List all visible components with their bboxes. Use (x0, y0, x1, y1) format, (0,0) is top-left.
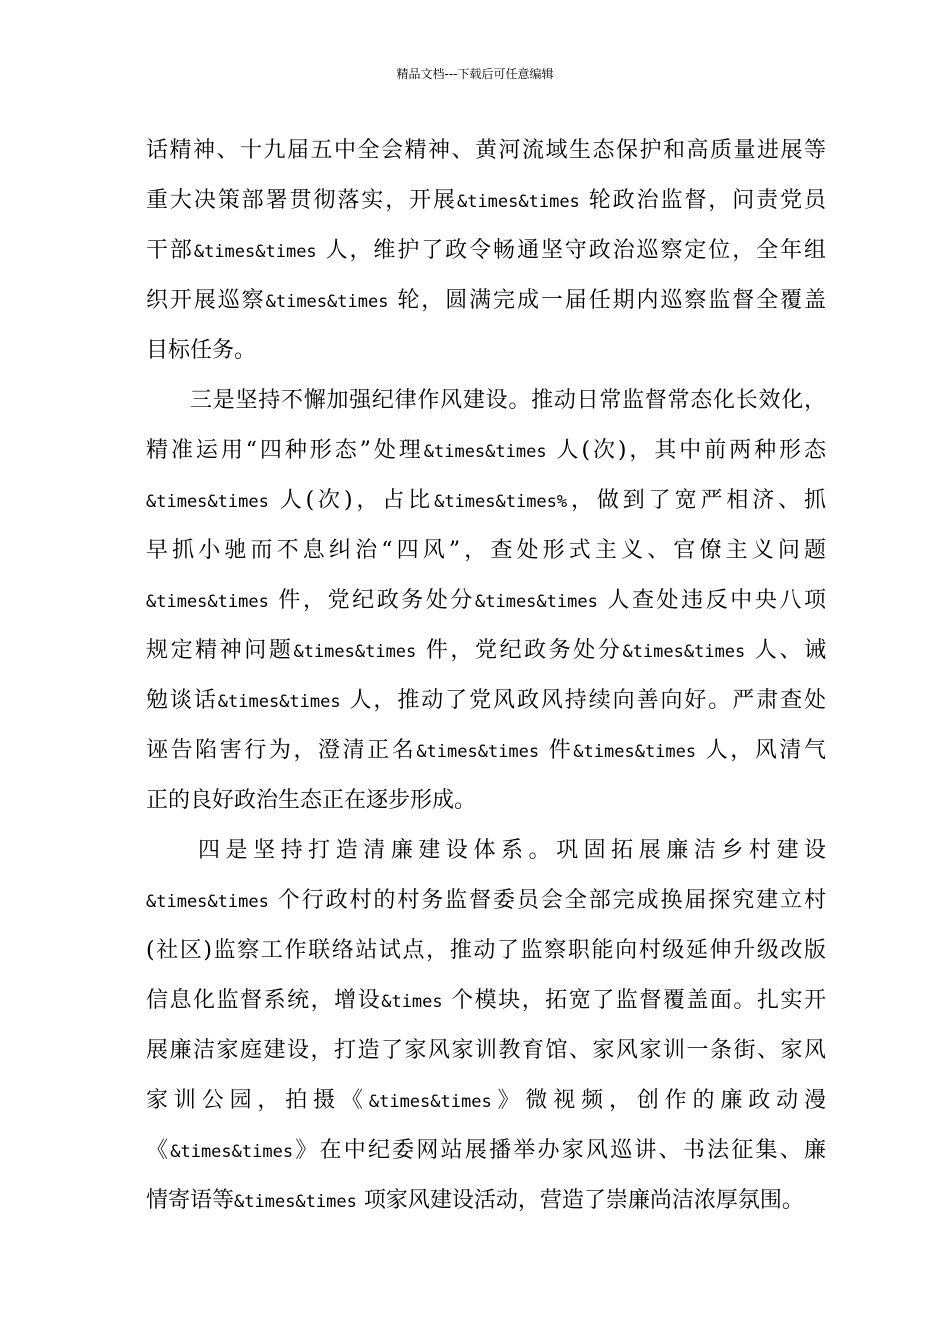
text-line: 干部&times&times 人，维护了政令畅通坚守政治巡察定位，全年组 (146, 238, 826, 263)
text-line: &times&times 件，党纪政务处分&times&times 人查处违反中央八项 (146, 588, 826, 613)
page-header: 精品文档---下载后可任意编辑 (396, 67, 554, 81)
text-line: &times&times 人(次)，占比&times&times%，做到了宽严相济、抓 (146, 488, 826, 513)
text-line: 信息化监督系统，增设&times 个模块，拓宽了监督覆盖面。扎实开 (146, 988, 826, 1013)
text-line: 目标任务。 (146, 338, 257, 363)
text-line: 勉谈话&times&times 人，推动了党风政风持续向善向好。严肃查处 (146, 688, 826, 713)
text-line: 话精神、十九届五中全会精神、黄河流域生态保护和高质量进展等 (146, 138, 826, 163)
text-line: 四是坚持打造清廉建设体系。巩固拓展廉洁乡村建设 (198, 838, 826, 863)
text-line: 三是坚持不懈加强纪律作风建设。推动日常监督常态化长效化， (190, 388, 826, 413)
text-line: 家训公园，拍摄《&times&times》微视频，创作的廉政动漫 (146, 1088, 826, 1113)
text-line: 展廉洁家庭建设，打造了家风家训教育馆、家风家训一条街、家风 (146, 1038, 826, 1063)
text-line: 精准运用“四种形态”处理&times&times 人(次)，其中前两种形态 (146, 438, 826, 463)
text-line: 诬告陷害行为，澄清正名&times&times 件&times&times 人，风清气 (146, 738, 826, 763)
text-line: 织开展巡察&times&times 轮，圆满完成一届任期内巡察监督全覆盖 (146, 288, 826, 313)
text-line: 规定精神问题&times&times 件，党纪政务处分&times&times 人、诫 (146, 638, 826, 663)
text-line: &times&times 个行政村的村务监督委员会全部完成换届探究建立村 (146, 888, 826, 913)
text-line: 《&times&times》在中纪委网站展播举办家风巡讲、书法征集、廉 (146, 1138, 826, 1163)
text-line: 早抓小驰而不息纠治“四风”，查处形式主义、官僚主义问题 (146, 538, 826, 563)
text-line: (社区)监察工作联络站试点，推动了监察职能向村级延伸升级改版 (146, 938, 826, 963)
text-line: 重大决策部署贯彻落实，开展&times&times 轮政治监督，问责党员 (146, 188, 826, 213)
text-line: 情寄语等&times&times 项家风建设活动，营造了崇廉尚洁浓厚氛围。 (146, 1188, 804, 1213)
text-line: 正的良好政治生态正在逐步形成。 (146, 788, 477, 813)
